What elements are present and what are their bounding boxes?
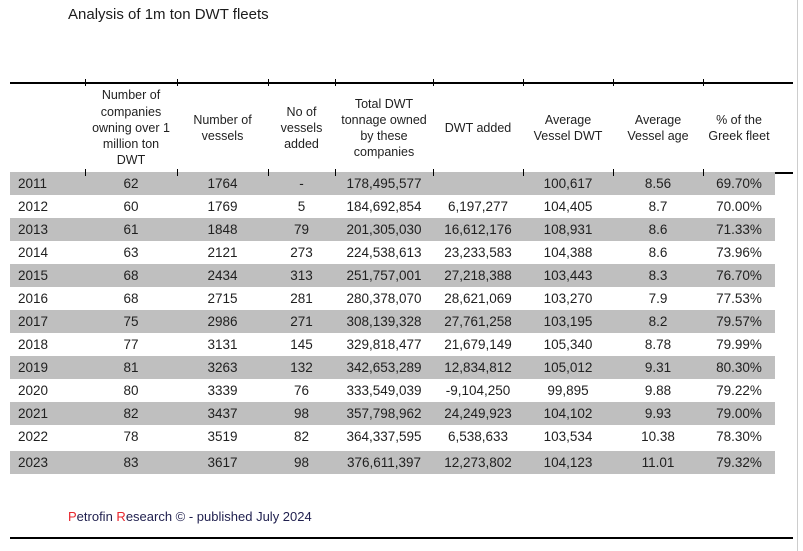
table-cell: 6,197,277 xyxy=(447,199,509,214)
table-cell: 105,340 xyxy=(543,337,593,352)
table-row xyxy=(10,450,775,475)
column-tick xyxy=(703,169,704,176)
table-cell: 21,679,149 xyxy=(444,337,512,352)
table-cell: 27,218,388 xyxy=(444,268,512,283)
header-vessels-added: No of vessels added xyxy=(280,104,323,152)
table-cell: 79.32% xyxy=(716,455,762,470)
table-cell: 11.01 xyxy=(641,455,675,470)
table-cell: 5 xyxy=(297,199,306,214)
column-tick xyxy=(85,79,86,86)
table-cell: 376,611,397 xyxy=(346,455,422,470)
header-total-dwt: Total DWT tonnage owned by these companies xyxy=(341,96,427,160)
header-average-age: Average Vessel age xyxy=(627,112,689,143)
year-cell: 2019 xyxy=(18,360,49,375)
table-cell: - xyxy=(299,176,304,191)
table-cell: 28,621,069 xyxy=(444,291,512,306)
page-title: Analysis of 1m ton DWT fleets xyxy=(68,6,269,23)
year-cell: 2012 xyxy=(18,199,49,214)
table-cell: 79.99% xyxy=(716,337,762,352)
table-cell: 9.93 xyxy=(644,406,672,421)
table-cell: 24,249,923 xyxy=(444,406,512,421)
table-cell: 364,337,595 xyxy=(346,429,422,444)
column-tick xyxy=(433,79,434,86)
table-cell: 8.2 xyxy=(648,314,668,329)
table-row xyxy=(10,333,775,356)
table-cell: 108,931 xyxy=(543,222,593,237)
table-cell: 98 xyxy=(293,455,310,470)
table-cell: 2434 xyxy=(207,268,238,283)
table-cell: 83 xyxy=(123,455,139,470)
table-cell: 132 xyxy=(290,360,313,375)
year-cell: 2017 xyxy=(18,314,49,329)
table-cell: 9.31 xyxy=(644,360,672,375)
column-tick xyxy=(268,79,269,86)
column-tick xyxy=(523,169,524,176)
right-edge-line xyxy=(797,0,798,551)
table-row xyxy=(10,241,775,264)
table-row xyxy=(10,310,775,333)
table-cell: 103,195 xyxy=(543,314,593,329)
header-greek-fleet-pct: % of the Greek fleet xyxy=(708,112,770,143)
column-tick xyxy=(335,79,336,86)
table-cell: 8.6 xyxy=(648,222,668,237)
column-tick xyxy=(523,79,524,86)
table-cell: 76 xyxy=(293,383,310,398)
table-row xyxy=(10,356,775,379)
table-cell: 103,534 xyxy=(543,429,593,444)
table-cell: 63 xyxy=(123,245,139,260)
table-cell: 82 xyxy=(293,429,310,444)
table-cell: 280,378,070 xyxy=(346,291,422,306)
table-header-row xyxy=(10,84,775,172)
header-companies: Number of companies owning over 1 million ton DWT xyxy=(92,88,170,168)
table-cell: 80 xyxy=(123,383,139,398)
column-tick xyxy=(613,79,614,86)
page-bottom-rule xyxy=(10,537,793,539)
table-cell: 2121 xyxy=(207,245,238,260)
header-vessels: Number of vessels xyxy=(193,112,252,143)
table-cell: 76.70% xyxy=(716,268,762,283)
year-cell: 2023 xyxy=(18,455,49,470)
year-cell: 2021 xyxy=(18,406,49,421)
table-cell: 79.57% xyxy=(716,314,762,329)
column-tick xyxy=(268,169,269,176)
table-row xyxy=(10,218,775,241)
year-cell: 2022 xyxy=(18,429,49,444)
table-row xyxy=(10,287,775,310)
footer-credit xyxy=(68,509,312,524)
table-row xyxy=(10,195,775,218)
footer-credit-part: esearch © - published July 2024 xyxy=(125,509,312,524)
table-cell: 62 xyxy=(123,176,139,191)
table-cell: 12,834,812 xyxy=(444,360,512,375)
table-cell: 271 xyxy=(290,314,313,329)
table-cell: 313 xyxy=(290,268,313,283)
table-row xyxy=(10,264,775,287)
table-cell: 1848 xyxy=(207,222,238,237)
table-cell: 27,761,258 xyxy=(444,314,512,329)
table-cell: 6,538,633 xyxy=(447,429,509,444)
table-cell: 184,692,854 xyxy=(346,199,422,214)
table-cell: 3131 xyxy=(207,337,238,352)
table-cell: 201,305,030 xyxy=(346,222,422,237)
table-cell: 99,895 xyxy=(547,383,589,398)
column-tick xyxy=(177,79,178,86)
table-cell: 82 xyxy=(123,406,139,421)
table-cell: 71.33% xyxy=(716,222,762,237)
table-cell xyxy=(433,172,523,195)
footer-credit-part: R xyxy=(116,509,126,524)
table-cell: 145 xyxy=(290,337,313,352)
table-row xyxy=(10,402,775,425)
fleet-analysis-table xyxy=(10,84,775,474)
table-cell: 104,388 xyxy=(543,245,593,260)
year-cell: 2020 xyxy=(18,383,49,398)
table-cell: 68 xyxy=(123,268,139,283)
table-cell: 60 xyxy=(123,199,139,214)
footer-credit-part: P xyxy=(68,509,77,524)
table-cell: 69.70% xyxy=(716,176,762,191)
table-cell: 9.88 xyxy=(644,383,672,398)
column-tick xyxy=(433,169,434,176)
table-cell: 104,102 xyxy=(543,406,593,421)
year-cell: 2015 xyxy=(18,268,49,283)
table-cell: 16,612,176 xyxy=(444,222,512,237)
footer-credit-part: etrofin xyxy=(76,509,117,524)
year-cell: 2016 xyxy=(18,291,49,306)
table-cell: 329,818,477 xyxy=(346,337,422,352)
table-cell: 8.6 xyxy=(648,245,668,260)
table-cell: 8.3 xyxy=(648,268,668,283)
table-cell: 8.78 xyxy=(644,337,672,352)
table-cell: -9,104,250 xyxy=(445,383,511,398)
table-cell: 357,798,962 xyxy=(346,406,422,421)
table-cell: 224,538,613 xyxy=(346,245,422,260)
column-tick xyxy=(335,169,336,176)
table-cell: 100,617 xyxy=(543,176,593,191)
table-cell: 104,405 xyxy=(543,199,593,214)
table-cell: 12,273,802 xyxy=(444,455,512,470)
table-cell: 79 xyxy=(293,222,310,237)
table-cell: 104,123 xyxy=(543,455,593,470)
table-cell: 3519 xyxy=(207,429,238,444)
table-row xyxy=(10,172,775,195)
table-row xyxy=(10,379,775,402)
table-row xyxy=(10,425,775,450)
table-cell: 98 xyxy=(293,406,310,421)
table-cell: 3617 xyxy=(207,455,238,470)
table-cell: 103,270 xyxy=(543,291,593,306)
table-cell: 70.00% xyxy=(716,199,762,214)
table-cell: 1764 xyxy=(207,176,238,191)
column-tick xyxy=(703,79,704,86)
column-tick xyxy=(613,169,614,176)
table-cell: 79.00% xyxy=(716,406,762,421)
table-cell: 10.38 xyxy=(641,429,675,444)
column-tick xyxy=(85,169,86,176)
table-cell: 75 xyxy=(123,314,139,329)
table-cell: 77.53% xyxy=(716,291,762,306)
table-cell: 3437 xyxy=(207,406,238,421)
table-cell: 2715 xyxy=(207,291,238,306)
table-cell: 273 xyxy=(290,245,313,260)
table-cell: 8.56 xyxy=(644,176,672,191)
table-cell: 8.7 xyxy=(648,199,668,214)
year-cell: 2011 xyxy=(18,176,48,191)
table-cell: 79.22% xyxy=(716,383,762,398)
table-cell: 1769 xyxy=(207,199,238,214)
table-cell: 78.30% xyxy=(716,429,762,444)
table-cell: 308,139,328 xyxy=(346,314,422,329)
year-cell: 2018 xyxy=(18,337,49,352)
table-cell: 105,012 xyxy=(543,360,593,375)
table-cell: 251,757,001 xyxy=(346,268,422,283)
table-cell: 23,233,583 xyxy=(444,245,512,260)
year-cell: 2013 xyxy=(18,222,49,237)
table-cell: 103,443 xyxy=(543,268,593,283)
table-cell: 77 xyxy=(123,337,139,352)
table-cell: 80.30% xyxy=(716,360,762,375)
table-cell: 61 xyxy=(123,222,139,237)
header-average-dwt: Average Vessel DWT xyxy=(533,112,603,143)
table-cell: 2986 xyxy=(207,314,238,329)
header-dwt-added: DWT added xyxy=(444,120,512,135)
year-cell: 2014 xyxy=(18,245,49,260)
header-year xyxy=(10,84,85,172)
table-body xyxy=(10,172,775,474)
table-cell: 81 xyxy=(123,360,139,375)
table-cell: 281 xyxy=(290,291,313,306)
table-cell: 178,495,577 xyxy=(346,176,422,191)
column-tick xyxy=(177,169,178,176)
table-cell: 342,653,289 xyxy=(346,360,422,375)
table-cell: 78 xyxy=(123,429,139,444)
table-cell: 73.96% xyxy=(716,245,762,260)
table-cell: 68 xyxy=(123,291,139,306)
table-cell: 333,549,039 xyxy=(346,383,422,398)
table-cell: 7.9 xyxy=(648,291,668,306)
table-cell: 3339 xyxy=(207,383,238,398)
table-cell: 3263 xyxy=(207,360,238,375)
